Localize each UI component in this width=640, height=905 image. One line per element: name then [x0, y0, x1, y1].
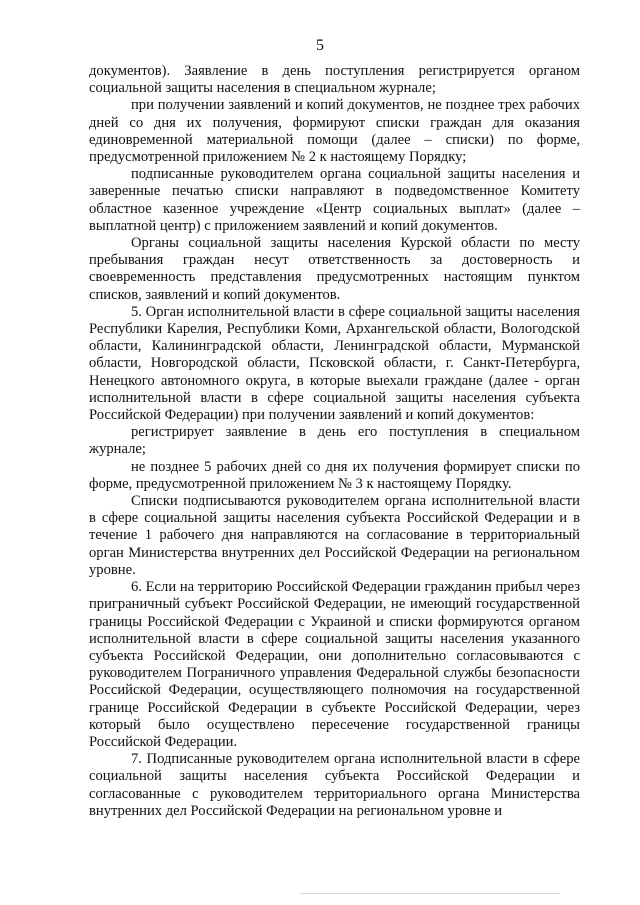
paragraph-3: подписанные руководителем органа социальной защиты населения и заверенные печатью списки направляют в подведомственное Комитету областное казенное учреждение «Центр социальных выплат» (далее – выплатной центр) с приложением заявлений и копий документов.	[89, 166, 580, 234]
paragraph-5: 5. Орган исполнительной власти в сфере социальной защиты населения Республики Карелия, Республики Коми, Архангельской области, Вологодской области, Калининградской области, Ленинградской области, Мурманской области, Новгородской области, Псковской области, г. Санкт-Петербурга, Ненецкого автономного округа, в которые выехали граждане (далее - орган исполнительной власти в сфере социальной защиты населения субъекта Российской Федерации) при получении заявлений и копий документов:	[89, 303, 580, 424]
paragraph-9: 6. Если на территорию Российской Федерации гражданин прибыл через приграничный субъект Российской Федерации, не имеющий государственной границы Российской Федерации с Украиной и списки формируются органом исполнительной власти в сфере социальной защиты населения указанного субъекта Российской Федерации, они дополнительно согласовываются с руководителем Пограничного управления Федеральной службы безопасности Российской Федерации, осуществляющего полномочия на государственной границе Российской Федерации в субъекте Российской Федерации, через который было осуществлено пересечение государственной границы Российской Федерации.	[89, 579, 580, 750]
document-body	[89, 63, 580, 820]
paragraph-2: при получении заявлений и копий документов, не позднее трех рабочих дней со дня их получения, формируют списки граждан для оказания единовременной материальной помощи (далее – списки) по форме, предусмотренной приложением № 2 к настоящему Порядку;	[89, 97, 580, 166]
scan-edge-divider	[300, 893, 560, 894]
paragraph-8: Списки подписываются руководителем органа исполнительной власти в сфере социальной защиты населения субъекта Российской Федерации и в течение 1 рабочего дня направляются на согласование в территориальный орган Министерства внутренних дел Российской Федерации на региональном уровне.	[89, 493, 580, 578]
paragraph-4: Органы социальной защиты населения Курской области по месту пребывания граждан несут ответственность за достоверность и своевременность представления предусмотренных настоящим пунктом списков, заявлений и копий документов.	[89, 235, 580, 303]
paragraph-6: регистрирует заявление в день его поступления в специальном журнале;	[89, 424, 580, 458]
page-number: 5	[316, 37, 324, 54]
paragraph-7: не позднее 5 рабочих дней со дня их получения формирует списки по форме, предусмотренной приложением № 3 к настоящему Порядку.	[89, 458, 580, 492]
paragraph-10: 7. Подписанные руководителем органа исполнительной власти в сфере социальной защиты населения субъекта Российской Федерации и согласованные с руководителем территориального органа Министерства внутренних дел Российской Федерации на региональном уровне и	[89, 751, 580, 819]
paragraph-1: документов). Заявление в день поступления регистрируется органом социальной защиты населения в специальном журнале;	[89, 63, 580, 97]
